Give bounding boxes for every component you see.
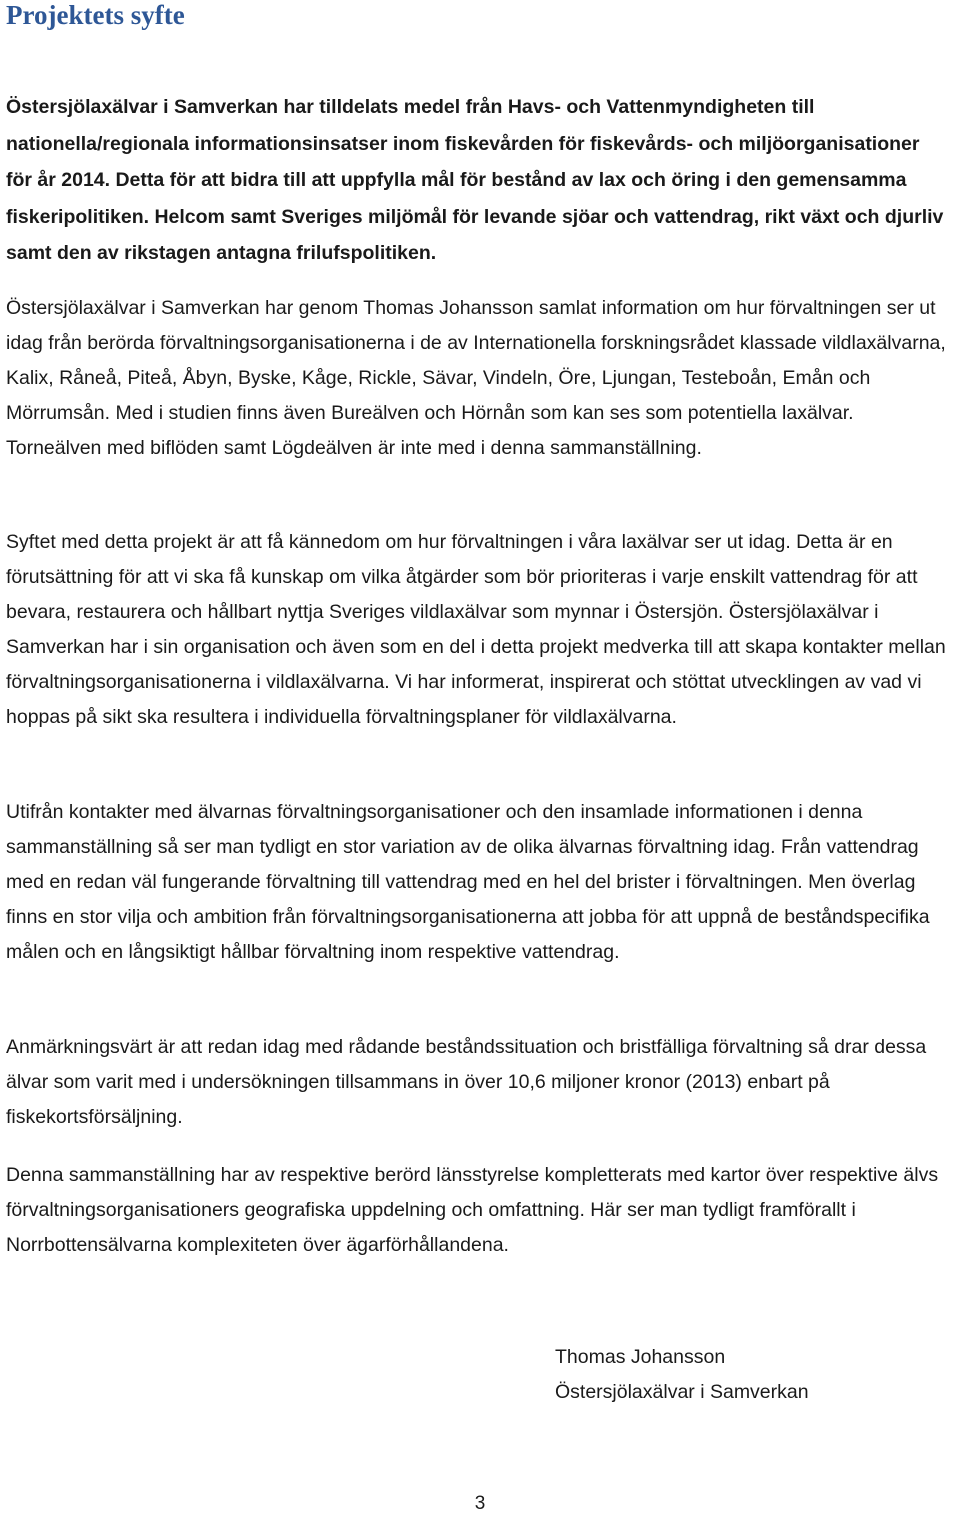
body-paragraph: Denna sammanställning har av respektive berörd länsstyrelse kompletterats med kartor över respektive älvs förvaltningsorganisationers geografiska uppdelning och omfattning. Här ser man tydligt framförallt i Norrbottensälvarna komplexiteten över ägarförhållandena.	[6, 1164, 939, 1256]
page-title: Projektets syfte	[6, 0, 185, 30]
body-paragraph: Syftet med detta projekt är att få kännedom om hur förvaltningen i våra laxälvar ser ut idag. Detta är en förutsättning för att vi ska få kunskap om vilka åtgärder som bör prioriteras i varje enskilt vattendrag för att bevara, restaurera och hållbart nyttja Sveriges vildlaxälvar som mynnar i Östersjön. Östersjölaxälvar i Samverkan har i sin organisation och även som en del i detta projekt medverka till att skapa kontakter mellan förvaltningsorganisationerna i vildlaxälvarna. Vi har informerat, inspirerat och stöttat utvecklingen av vad vi hoppas på sikt ska resultera i individuella förvaltningsplaner för vildlaxälvarna.	[6, 531, 946, 728]
signature-block	[555, 1340, 809, 1410]
intro-paragraph: Östersjölaxälvar i Samverkan har tilldelats medel från Havs- och Vattenmyndigheten till nationella/regionala informationsinsatser inom fiskevården för fiskevårds- och miljöorganisationer för år 2014. Detta för att bidra till att uppfylla mål för bestånd av lax och öring i den gemensamma fiskeripolitiken. Helcom samt Sveriges miljömål för levande sjöar och vattendrag, rikt växt och djurliv samt den av rikstagen antagna frilufspolitiken.	[6, 96, 944, 264]
page-number: 3	[474, 1493, 486, 1514]
body-paragraph: Utifrån kontakter med älvarnas förvaltningsorganisationer och den insamlade informationen i denna sammanställning så ser man tydligt en stor variation av de olika älvarnas förvaltning idag. Från vattendrag med en redan väl fungerande förvaltning till vattendrag med en hel del brister i förvaltningen. Men överlag finns en stor vilja och ambition från förvaltningsorganisationerna att jobba för att uppnå de beståndspecifika målen och en långsiktigt hållbar förvaltning inom respektive vattendrag.	[6, 801, 930, 963]
signature-name: Thomas Johansson	[555, 1346, 726, 1368]
body-paragraph: Anmärkningsvärt är att redan idag med rådande beståndssituation och bristfälliga förvaltning så drar dessa älvar som varit med i undersökningen tillsammans in över 10,6 miljoner kronor (2013) enbart på fiskekortsförsäljning.	[6, 1036, 927, 1128]
signature-organization: Östersjölaxälvar i Samverkan	[555, 1381, 809, 1403]
body-paragraph: Östersjölaxälvar i Samverkan har genom Thomas Johansson samlat information om hur förvaltningen ser ut idag från berörda förvaltningsorganisationerna i de av Internationella forskningsrådet klassade vildlaxälvarna, Kalix, Råneå, Piteå, Åbyn, Byske, Kåge, Rickle, Sävar, Vindeln, Öre, Ljungan, Testeboån, Emån och Mörrumsån. Med i studien finns även Bureälven och Hörnån som kan ses som potentiella laxälvar. Torneälven med biflöden samt Lögdeälven är inte med i denna sammanställning.	[6, 297, 946, 459]
